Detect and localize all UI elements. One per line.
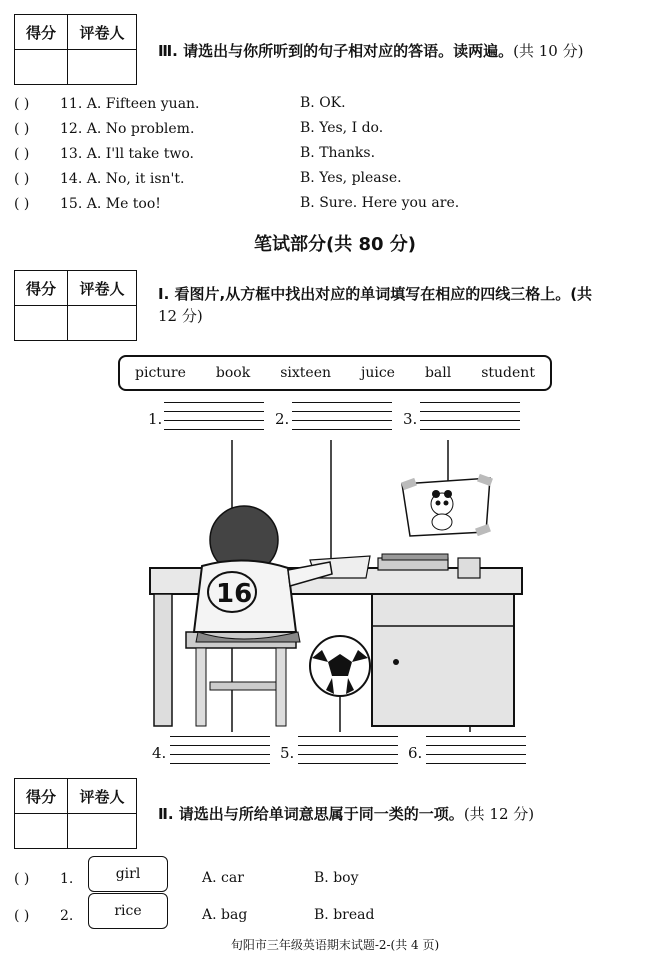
score-table-2: [14, 270, 137, 341]
option-b: B. boy: [314, 870, 359, 886]
answer-blank[interactable]: ( ): [14, 146, 30, 162]
score-header: 得分: [15, 15, 68, 50]
word-option: student: [481, 365, 535, 381]
option-a: A. bag: [202, 907, 248, 923]
answer-blank[interactable]: ( ): [14, 871, 30, 887]
grader-header: 评卷人: [68, 15, 137, 50]
writing-lines-2[interactable]: [292, 402, 392, 438]
question-number: 2.: [60, 908, 74, 924]
question-14: [14, 170, 184, 188]
option-a: A. No problem.: [86, 121, 195, 137]
part2-question-2: [14, 907, 73, 925]
grader-header: 评卷人: [68, 779, 137, 814]
section3-title: [158, 40, 583, 62]
grader-cell[interactable]: [68, 306, 137, 341]
question-number: 15.: [60, 196, 83, 212]
part1-title-line2: 12 分): [158, 307, 203, 325]
writing-lines-4[interactable]: [170, 736, 270, 772]
jersey-number: 16: [216, 579, 253, 609]
score-header: 得分: [15, 779, 68, 814]
book-stack-icon: [378, 554, 448, 570]
writing-lines-6[interactable]: [426, 736, 526, 772]
score-header: 得分: [15, 271, 68, 306]
part1-title: [158, 283, 592, 327]
student-figure-icon: [194, 506, 332, 642]
grader-cell[interactable]: [68, 50, 137, 85]
part2-title: [158, 803, 534, 825]
blank-label-2: 2.: [275, 410, 290, 428]
answer-blank[interactable]: ( ): [14, 171, 30, 187]
grader-header: 评卷人: [68, 271, 137, 306]
part2-points: (共 12 分): [463, 805, 535, 823]
option-b: B. Yes, please.: [300, 170, 402, 186]
question-11: [14, 95, 200, 113]
question-number: 1.: [60, 871, 74, 887]
option-a: A. I'll take two.: [86, 146, 194, 162]
panda-picture-icon: [401, 474, 493, 536]
given-word-card: girl: [88, 856, 168, 892]
part2-title-text: Ⅱ. 请选出与所给单词意思属于同一类的一项。: [158, 805, 464, 823]
grader-cell[interactable]: [68, 814, 137, 849]
answer-blank[interactable]: ( ): [14, 196, 30, 212]
section3-title-text: Ⅲ. 请选出与你所听到的句子相对应的答语。读两遍。: [158, 42, 514, 60]
question-number: 14.: [60, 171, 83, 187]
question-number: 13.: [60, 146, 83, 162]
score-cell[interactable]: [15, 814, 68, 849]
option-b: B. bread: [314, 907, 375, 923]
option-a: A. Fifteen yuan.: [86, 96, 200, 112]
score-table-1: [14, 14, 137, 85]
soccer-ball-icon: [310, 636, 370, 696]
page-footer: 旬阳市三年级英语期末试题-2-(共 4 页): [230, 938, 440, 952]
given-word-card: rice: [88, 893, 168, 929]
question-number: 11.: [60, 96, 83, 112]
answer-blank[interactable]: ( ): [14, 96, 30, 112]
question-number: 12.: [60, 121, 83, 137]
word-option: ball: [424, 365, 452, 381]
option-b: B. OK.: [300, 95, 346, 111]
written-part-title: 笔试部分(共 80 分): [253, 234, 417, 255]
option-a: A. car: [202, 870, 244, 886]
juice-glass-icon: [458, 558, 480, 578]
writing-lines-5[interactable]: [298, 736, 398, 772]
answer-blank[interactable]: ( ): [14, 908, 30, 924]
answer-blank[interactable]: ( ): [14, 121, 30, 137]
question-13: [14, 145, 194, 163]
part2-question-1: [14, 870, 73, 888]
question-15: [14, 195, 161, 213]
score-cell[interactable]: [15, 50, 68, 85]
score-cell[interactable]: [15, 306, 68, 341]
writing-lines-1[interactable]: [164, 402, 264, 438]
word-option: book: [215, 365, 251, 381]
writing-lines-3[interactable]: [420, 402, 520, 438]
option-a: A. No, it isn't.: [86, 171, 185, 187]
section3-points: (共 10 分): [513, 42, 584, 60]
option-b: B. Yes, I do.: [300, 120, 384, 136]
option-b: B. Thanks.: [300, 145, 376, 161]
blank-label-3: 3.: [403, 410, 418, 428]
blank-label-1: 1.: [148, 410, 163, 428]
blank-label-6: 6.: [408, 744, 423, 762]
word-option: juice: [361, 365, 395, 381]
option-b: B. Sure. Here you are.: [300, 195, 460, 211]
word-option: picture: [135, 365, 186, 381]
word-bank: [118, 355, 552, 391]
classroom-illustration: [140, 436, 530, 736]
blank-label-5: 5.: [280, 744, 295, 762]
question-12: [14, 120, 194, 138]
word-option: sixteen: [280, 365, 331, 381]
part1-title-line1: Ⅰ. 看图片,从方框中找出对应的单词填写在相应的四线三格上。(共: [158, 285, 593, 303]
score-table-3: [14, 778, 137, 849]
blank-label-4: 4.: [152, 744, 167, 762]
option-a: A. Me too!: [86, 196, 161, 212]
